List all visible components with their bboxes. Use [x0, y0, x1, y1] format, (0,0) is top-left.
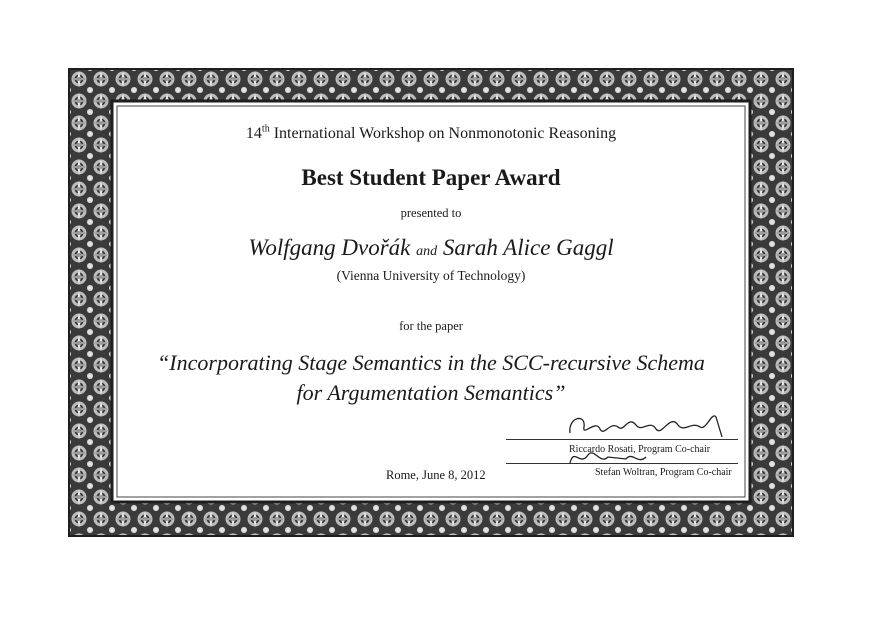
for-the-paper-label: for the paper: [399, 319, 463, 333]
place-date: Rome, June 8, 2012: [386, 468, 486, 482]
signature-line-2: [506, 463, 738, 464]
recipient-1: Wolfgang Dvořák: [248, 235, 411, 260]
affiliation: (Vienna University of Technology): [336, 268, 526, 283]
workshop-ordinal: 14: [245, 125, 262, 142]
presented-to-label: presented to: [400, 206, 462, 220]
workshop-ordinal-suffix: th: [261, 123, 270, 135]
paper-title-line-2: for Argumentation Semantics”: [296, 380, 566, 405]
recipient-2: Sarah Alice Gaggl: [442, 235, 614, 260]
recipient-and: and: [416, 244, 438, 259]
signature-line-1: [506, 439, 738, 440]
recipients-line: [118, 235, 744, 261]
signatory-1: Riccardo Rosati, Program Co-chair: [569, 444, 711, 455]
workshop-line: [118, 125, 744, 143]
workshop-name: International Workshop on Nonmonotonic Reasoning: [273, 125, 617, 142]
paper-title-line-1: “Incorporating Stage Semantics in the SCC-recursive Schema: [157, 350, 705, 375]
signature-2-scribble: [566, 445, 676, 469]
certificate-panel: [118, 107, 744, 496]
award-title: Best Student Paper Award: [301, 165, 561, 190]
signature-1-scribble: [566, 407, 736, 441]
signatory-2: Stefan Woltran, Program Co-chair: [595, 467, 732, 478]
